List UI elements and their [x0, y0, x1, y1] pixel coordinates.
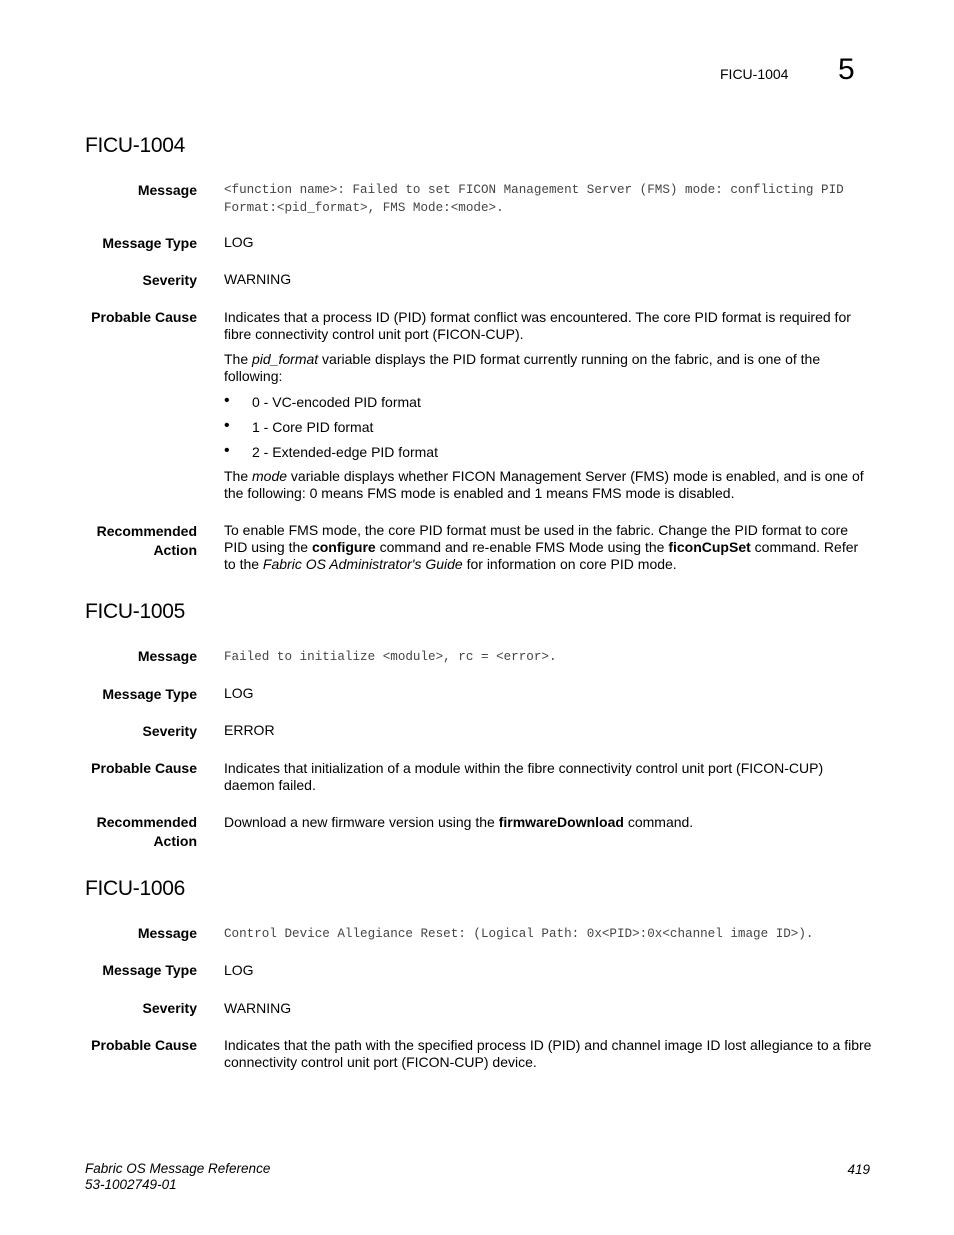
guide-title: Fabric OS Administrator's Guide — [262, 556, 463, 572]
message-type-label: Message Type — [102, 235, 197, 251]
probable-cause-text: Indicates that the path with the specified process ID (PID) and channel image ID lost allegiance to a fibre connectivity control unit port (FICON-CUP) device. — [224, 1037, 872, 1070]
message-text: Control Device Allegiance Reset: (Logical Path: 0x<PID>:0x<channel image ID>). — [224, 927, 814, 941]
command-configure: configure — [311, 539, 376, 555]
probable-cause-label: Probable Cause — [91, 760, 197, 776]
recommended-action-text: To enable FMS mode, the core PID format must be used in the fabric. Change the PID format to core PID using the configure command and re-enable FMS Mode using the ficonCupSet command. Refer to the Fabric OS Administrator's Guide for information on core PID mode. — [224, 522, 859, 572]
probable-cause-text: Indicates that initialization of a module within the fibre connectivity control unit port (FICON-CUP) daemon failed. — [224, 760, 824, 793]
chapter-number: 5 — [838, 53, 855, 86]
mode-variable: mode — [252, 468, 288, 484]
bullet-icon: • — [224, 442, 230, 459]
severity-value: WARNING — [224, 271, 292, 287]
probable-cause-paragraph-1: Indicates that a process ID (PID) format conflict was encountered. The core PID format is required for fibre connectivity control unit port (FICON-CUP). — [224, 309, 851, 342]
probable-cause-paragraph-2: The pid_format variable displays the PID format currently running on the fabric, and is one of the following: — [224, 351, 821, 384]
command-firmwaredownload: firmwareDownload — [498, 814, 624, 830]
section-title-ficu-1006: FICU-1006 — [85, 877, 186, 900]
message-label: Message — [137, 925, 197, 941]
message-label: Message — [137, 182, 197, 198]
probable-cause-label: Probable Cause — [91, 309, 197, 325]
message-text: Failed to initialize <module>, rc = <error>. — [224, 650, 557, 664]
footer-doc-title: Fabric OS Message Reference — [85, 1161, 271, 1176]
severity-value: ERROR — [224, 722, 275, 738]
severity-label: Severity — [142, 723, 197, 739]
severity-label: Severity — [142, 1000, 197, 1016]
severity-value: WARNING — [224, 1000, 292, 1016]
section-title-ficu-1004: FICU-1004 — [85, 134, 186, 157]
command-ficoncupset: ficonCupSet — [668, 539, 751, 555]
pid-format-variable: pid_format — [252, 351, 319, 367]
probable-cause-paragraph-3: The mode variable displays whether FICON Management Server (FMS) mode is enabled, and is one of the following: 0 means FMS mode is enabled and 1 means FMS mode is disabled. — [224, 468, 864, 501]
footer-doc-number: 53-1002749-01 — [85, 1177, 177, 1192]
recommended-action-label: Recommended Action — [96, 523, 197, 558]
message-type-value: LOG — [224, 962, 254, 978]
probable-cause-label: Probable Cause — [91, 1037, 197, 1053]
severity-label: Severity — [142, 272, 197, 288]
section-title-ficu-1005: FICU-1005 — [85, 600, 186, 623]
recommended-action-label: Recommended Action — [96, 814, 197, 849]
message-type-label: Message Type — [102, 686, 197, 702]
message-type-value: LOG — [224, 234, 254, 250]
message-line-1: <function name>: Failed to set FICON Management Server (FMS) mode: conflicting PID — [224, 183, 844, 197]
message-type-value: LOG — [224, 685, 254, 701]
running-header-label: FICU-1004 — [720, 66, 789, 82]
message-line-2: Format:<pid_format>, FMS Mode:<mode>. — [224, 201, 504, 215]
message-label: Message — [137, 648, 197, 664]
recommended-action-text: Download a new firmware version using the firmwareDownload command. — [224, 814, 694, 830]
bullet-icon: • — [224, 392, 230, 409]
message-text — [224, 181, 872, 217]
message-type-label: Message Type — [102, 962, 197, 978]
page-number: 419 — [847, 1162, 870, 1177]
bullet-icon: • — [224, 417, 230, 434]
